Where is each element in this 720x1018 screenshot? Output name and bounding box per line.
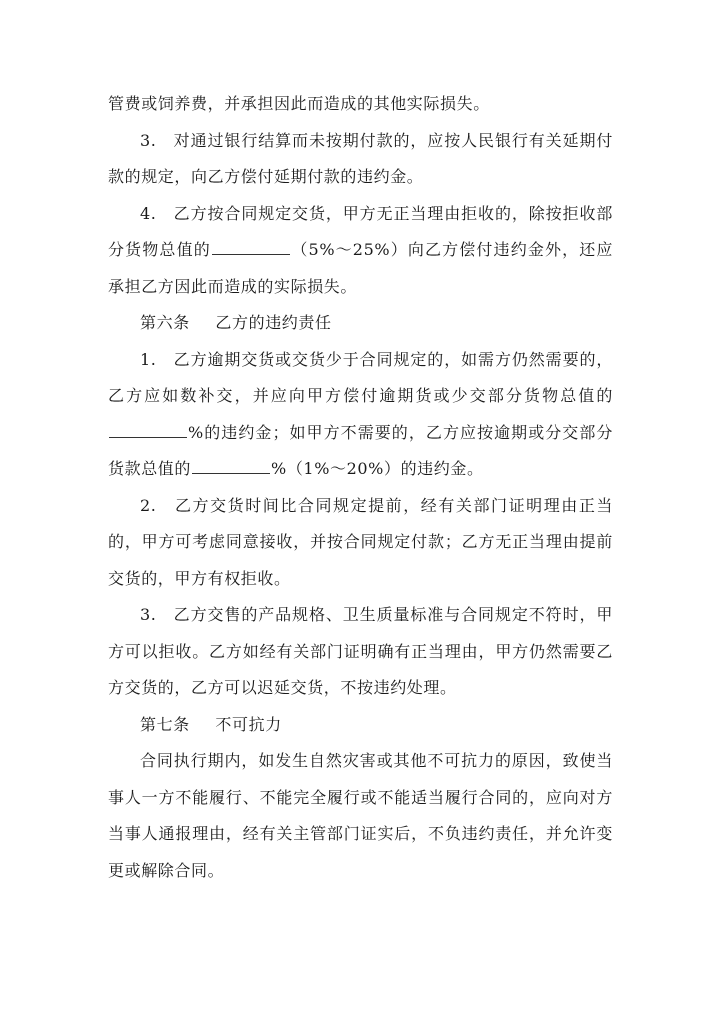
paragraph-text: 管费或饲养费，并承担因此而造成的其他实际损失。 [108, 94, 490, 113]
paragraph-text: 4. 乙方按合同规定交货，甲方无正当理由拒收的，除按拒收部分货物总值的 [108, 203, 613, 259]
article-7-heading [108, 707, 613, 744]
clause-3-nonconforming [108, 597, 613, 707]
article-number: 第六条 [140, 313, 190, 332]
force-majeure-paragraph [108, 743, 613, 889]
article-title: 不可抗力 [215, 714, 282, 734]
paragraph-text: 3. 对通过银行结算而未按期付款的，应按人民银行有关延期付款的规定，向乙方偿付延期付款的违约金。 [108, 130, 613, 186]
paragraph-text: （5%～25%）向乙方偿付违约金外，还应承担乙方因此而造成的实际损失。 [108, 240, 613, 296]
document-body [108, 86, 613, 889]
article-title: 乙方的违约责任 [215, 313, 332, 332]
clause-3-bank-settlement [108, 123, 613, 196]
paragraph-text: %（1%～20%）的违约金。 [271, 459, 484, 478]
paragraph-text: %的违约金；如甲方不需要的，乙方应按逾期或分交部分货款总值的 [108, 422, 613, 478]
article-6-heading [108, 305, 613, 342]
fill-in-blank [109, 436, 187, 438]
paragraph-text: 2. 乙方交货时间比合同规定提前，经有关部门证明理由正当的，甲方可考虑同意接收，并按合同规定付款；乙方无正当理由提前交货的，甲方有权拒收。 [108, 495, 613, 588]
paragraph-text: 1. 乙方逾期交货或交货少于合同规定的，如需方仍然需要的，乙方应如数补交，并应向甲方偿付逾期货或少交部分货物总值的 [108, 349, 613, 405]
paragraph-continuation [108, 86, 613, 123]
clause-2-early-delivery [108, 488, 613, 598]
fill-in-blank [192, 472, 270, 474]
clause-1-late-delivery [108, 342, 613, 488]
fill-in-blank [212, 253, 290, 255]
paragraph-text: 3. 乙方交售的产品规格、卫生质量标准与合同规定不符时，甲方可以拒收。乙方如经有关部门证明确有正当理由，甲方仍然需要乙方交货的，乙方可以迟延交货，不按违约处理。 [108, 605, 613, 697]
clause-4-rejection [108, 196, 613, 306]
paragraph-text: 合同执行期内，如发生自然灾害或其他不可抗力的原因，致使当事人一方不能履行、不能完全履行或不能适当履行合同的，应向对方当事人通报理由，经有关主管部门证实后，不负违约责任，并允许变更或解除合同。 [108, 751, 613, 880]
article-number: 第七条 [140, 714, 190, 734]
